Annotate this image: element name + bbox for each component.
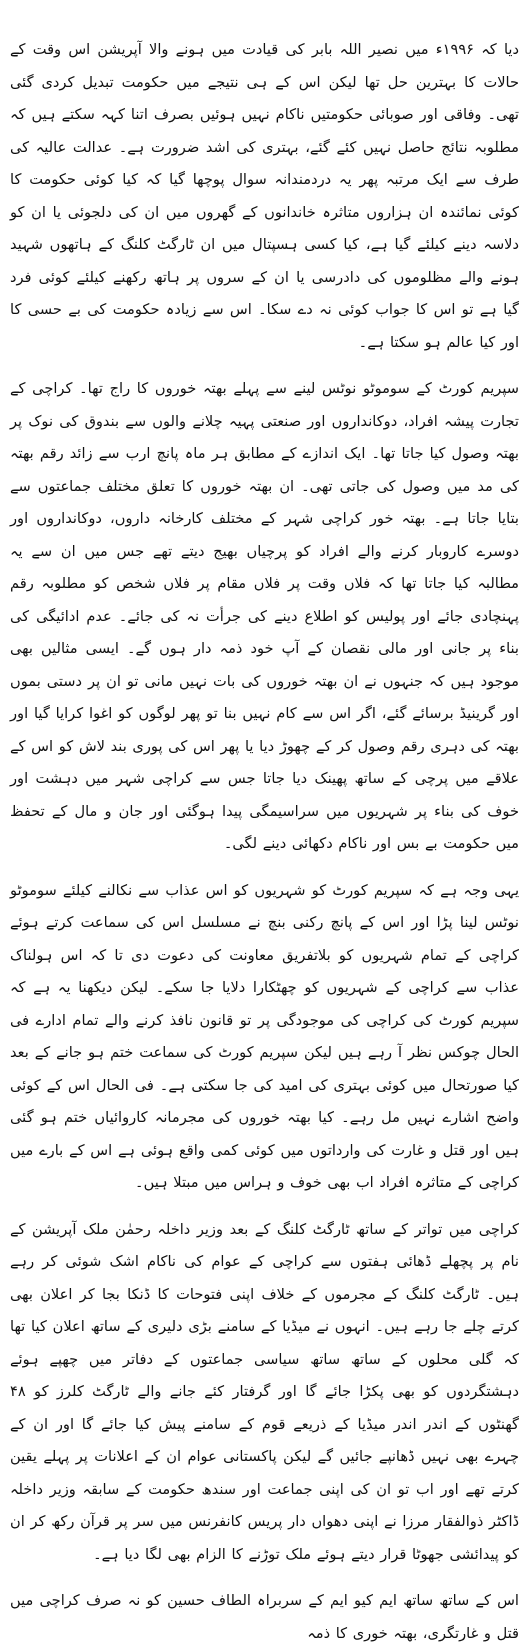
paragraph-5: اس کے ساتھ ساتھ ایم کیو ایم کے سربراہ الطاف حسین کو نہ صرف کراچی میں قتل و غارتگری، بھتہ خوری کا ذمہ <box>10 1592 519 1642</box>
paragraph-3: یہی وجہ ہے کہ سپریم کورٹ کو شہریوں کو اس عذاب سے نکالنے کیلئے سوموٹو نوٹس لینا پڑا اور اس کے پانچ رکنی بنچ نے مسلسل اس کی سماعت کرتے ہوئے کراچی کے تمام شہریوں کو بلاتفریق معاونت کی دعوت دی تا کہ اس ہولناک عذاب سے کراچی کے شہریوں کو چھٹکارا دلایا جا سکے۔ لیکن دیکھنا یہ ہے کہ سپریم کورٹ کی کراچی کی موجودگی پر تو قانون نافذ کرنے والے تمام ادارے فی الحال چوکس نظر آ رہے ہیں لیکن سپریم کورٹ کی سماعت ختم ہو جانے کے بعد کیا صورتحال میں کوئی بہتری کی امید کی جا سکتی ہے۔ فی الحال اس کے کوئی واضح اشارے نہیں مل رہے۔ کیا بھتہ خوروں کی مجرمانہ کاروائیاں ختم ہو گئی ہیں اور قتل و غارت کی وارداتوں میں کوئی کمی واقع ہوئی ہے اس کے بارے میں کراچی کے متاثرہ افراد اب بھی خوف و ہراس میں مبتلا ہیں۔ <box>10 881 519 1191</box>
paragraph-1: دیا کہ ۱۹۹۶ء میں نصیر اللہ بابر کی قیادت میں ہونے والا آپریشن اس وقت کے حالات کا بہترین حل تھا لیکن اس کے ہی نتیجے میں حکومت تبدیل کردی گئی تھی۔ وفاقی اور صوبائی حکومتیں ناکام نہیں ہوئیں بصرف اتنا کہہ سکتے ہیں کہ مطلوبہ نتائج حاصل نہیں کئے گئے، بہتری کی اشد ضرورت ہے۔ عدالت عالیہ کی طرف سے ایک مرتبہ پھر یہ دردمندانہ سوال پوچھا گیا کہ کیا کوئی حکومت کا کوئی نمائندہ ان ہزاروں متاثرہ خاندانوں کے گھروں میں ان کی دلجوئی یا ان کو دلاسہ دینے کیلئے گیا ہے، کیا کسی ہسپتال میں ان ٹارگٹ کلنگ کے ہاتھوں شہید ہونے والے مظلوموں کی دادرسی یا ان کے سروں پر ہاتھ رکھنے کیلئے کوئی فرد گیا ہے تو اس کا جواب کوئی نہ دے سکا۔ اس سے زیادہ حکومت کی بے حسی کا اور کیا عالم ہو سکتا ہے۔ <box>10 41 519 351</box>
paragraph-2: سپریم کورٹ کے سوموٹو نوٹس لینے سے پہلے بھتہ خوروں کا راج تھا۔ کراچی کے تجارت پیشہ افراد، دوکانداروں اور صنعتی پہیہ چلانے والوں سے بندوق کی نوک پر بھتہ وصول کیا جاتا تھا۔ ایک اندازے کے مطابق ہر ماہ پانچ ارب سے زائد رقم بھتہ کی مد میں وصول کی جاتی تھی۔ ان بھتہ خوروں کا تعلق مختلف جماعتوں سے بتایا جاتا ہے۔ بھتہ خور کراچی شہر کے مختلف کارخانہ داروں، دوکانداروں اور دوسرے کاروبار کرنے والے افراد کو پرچیاں بھیج دیتے تھے جس میں ان سے یہ مطالبہ کیا جاتا تھا کہ فلاں وقت پر فلاں مقام پر فلاں شخص کو مطلوبہ رقم پہنچادی جائے اور پولیس کو اطلاع دینے کی جرأت نہ کی جائے۔ عدم ادائیگی کی بناء پر جانی اور مالی نقصان کے آپ خود ذمہ دار ہوں گے۔ ایسی مثالیں بھی موجود ہیں کہ جنہوں نے ان بھتہ خوروں کی بات نہیں مانی تو ان پر دستی بموں اور گرینیڈ برسائے گئے، اگر اس سے کام نہیں بنا تو پھر لوگوں کو اغوا کرایا گیا اور بھتہ کی دہری رقم وصول کر کے چھوڑ دیا یا پھر اس کی پوری بند لاش کو اس کے علاقے میں پرچی کے ساتھ پھینک دیا جاتا جس سے کراچی شہر میں دہشت اور خوف کی بناء پر شہریوں میں سراسیمگی پیدا ہوگئی اور جان و مال کے تحفظ میں حکومت بے بس اور ناکام دکھائی دینے لگی۔ <box>10 380 519 852</box>
paragraph-4: کراچی میں تواتر کے ساتھ ٹارگٹ کلنگ کے بعد وزیر داخلہ رحمٰن ملک آپریشن کے نام پر پچھلے ڈھائی ہفتوں سے کراچی کے عوام کی ناکام اشک شوئی کر رہے ہیں۔ ٹارگٹ کلنگ کے مجرموں کے خلاف اپنی فتوحات کا ڈنکا بجا کر اعلان بھی کرتے چلے جا رہے ہیں۔ انہوں نے میڈیا کے سامنے بڑی دلیری کے ساتھ اعلان کیا تھا کہ گلی محلوں کے ساتھ ساتھ سیاسی جماعتوں کے دفاتر میں چھپے ہوئے دہشتگردوں کو بھی پکڑا جائے گا اور گرفتار کئے جانے والے ٹارگٹ کلرز کو ۴۸ گھنٹوں کے اندر اندر میڈیا کے ذریعے قوم کے سامنے پیش کیا جائے گا اور ان کے چہرے بھی نہیں ڈھانپے جائیں گے لیکن پاکستانی عوام ان کے اعلانات پر پہلے یقین کرتے تھے اور اب تو ان کی اپنی جماعت اور سندھ حکومت کے سابقہ وزیر داخلہ ڈاکٹر ذوالفقار مرزا نے اپنی دھواں دار پریس کانفرنس میں سر پر قرآن رکھ کر ان کو پیدائشی جھوٹا قرار دیتے ہوئے ملک توڑنے کا الزام بھی لگا دیا ہے۔ <box>10 1220 519 1563</box>
